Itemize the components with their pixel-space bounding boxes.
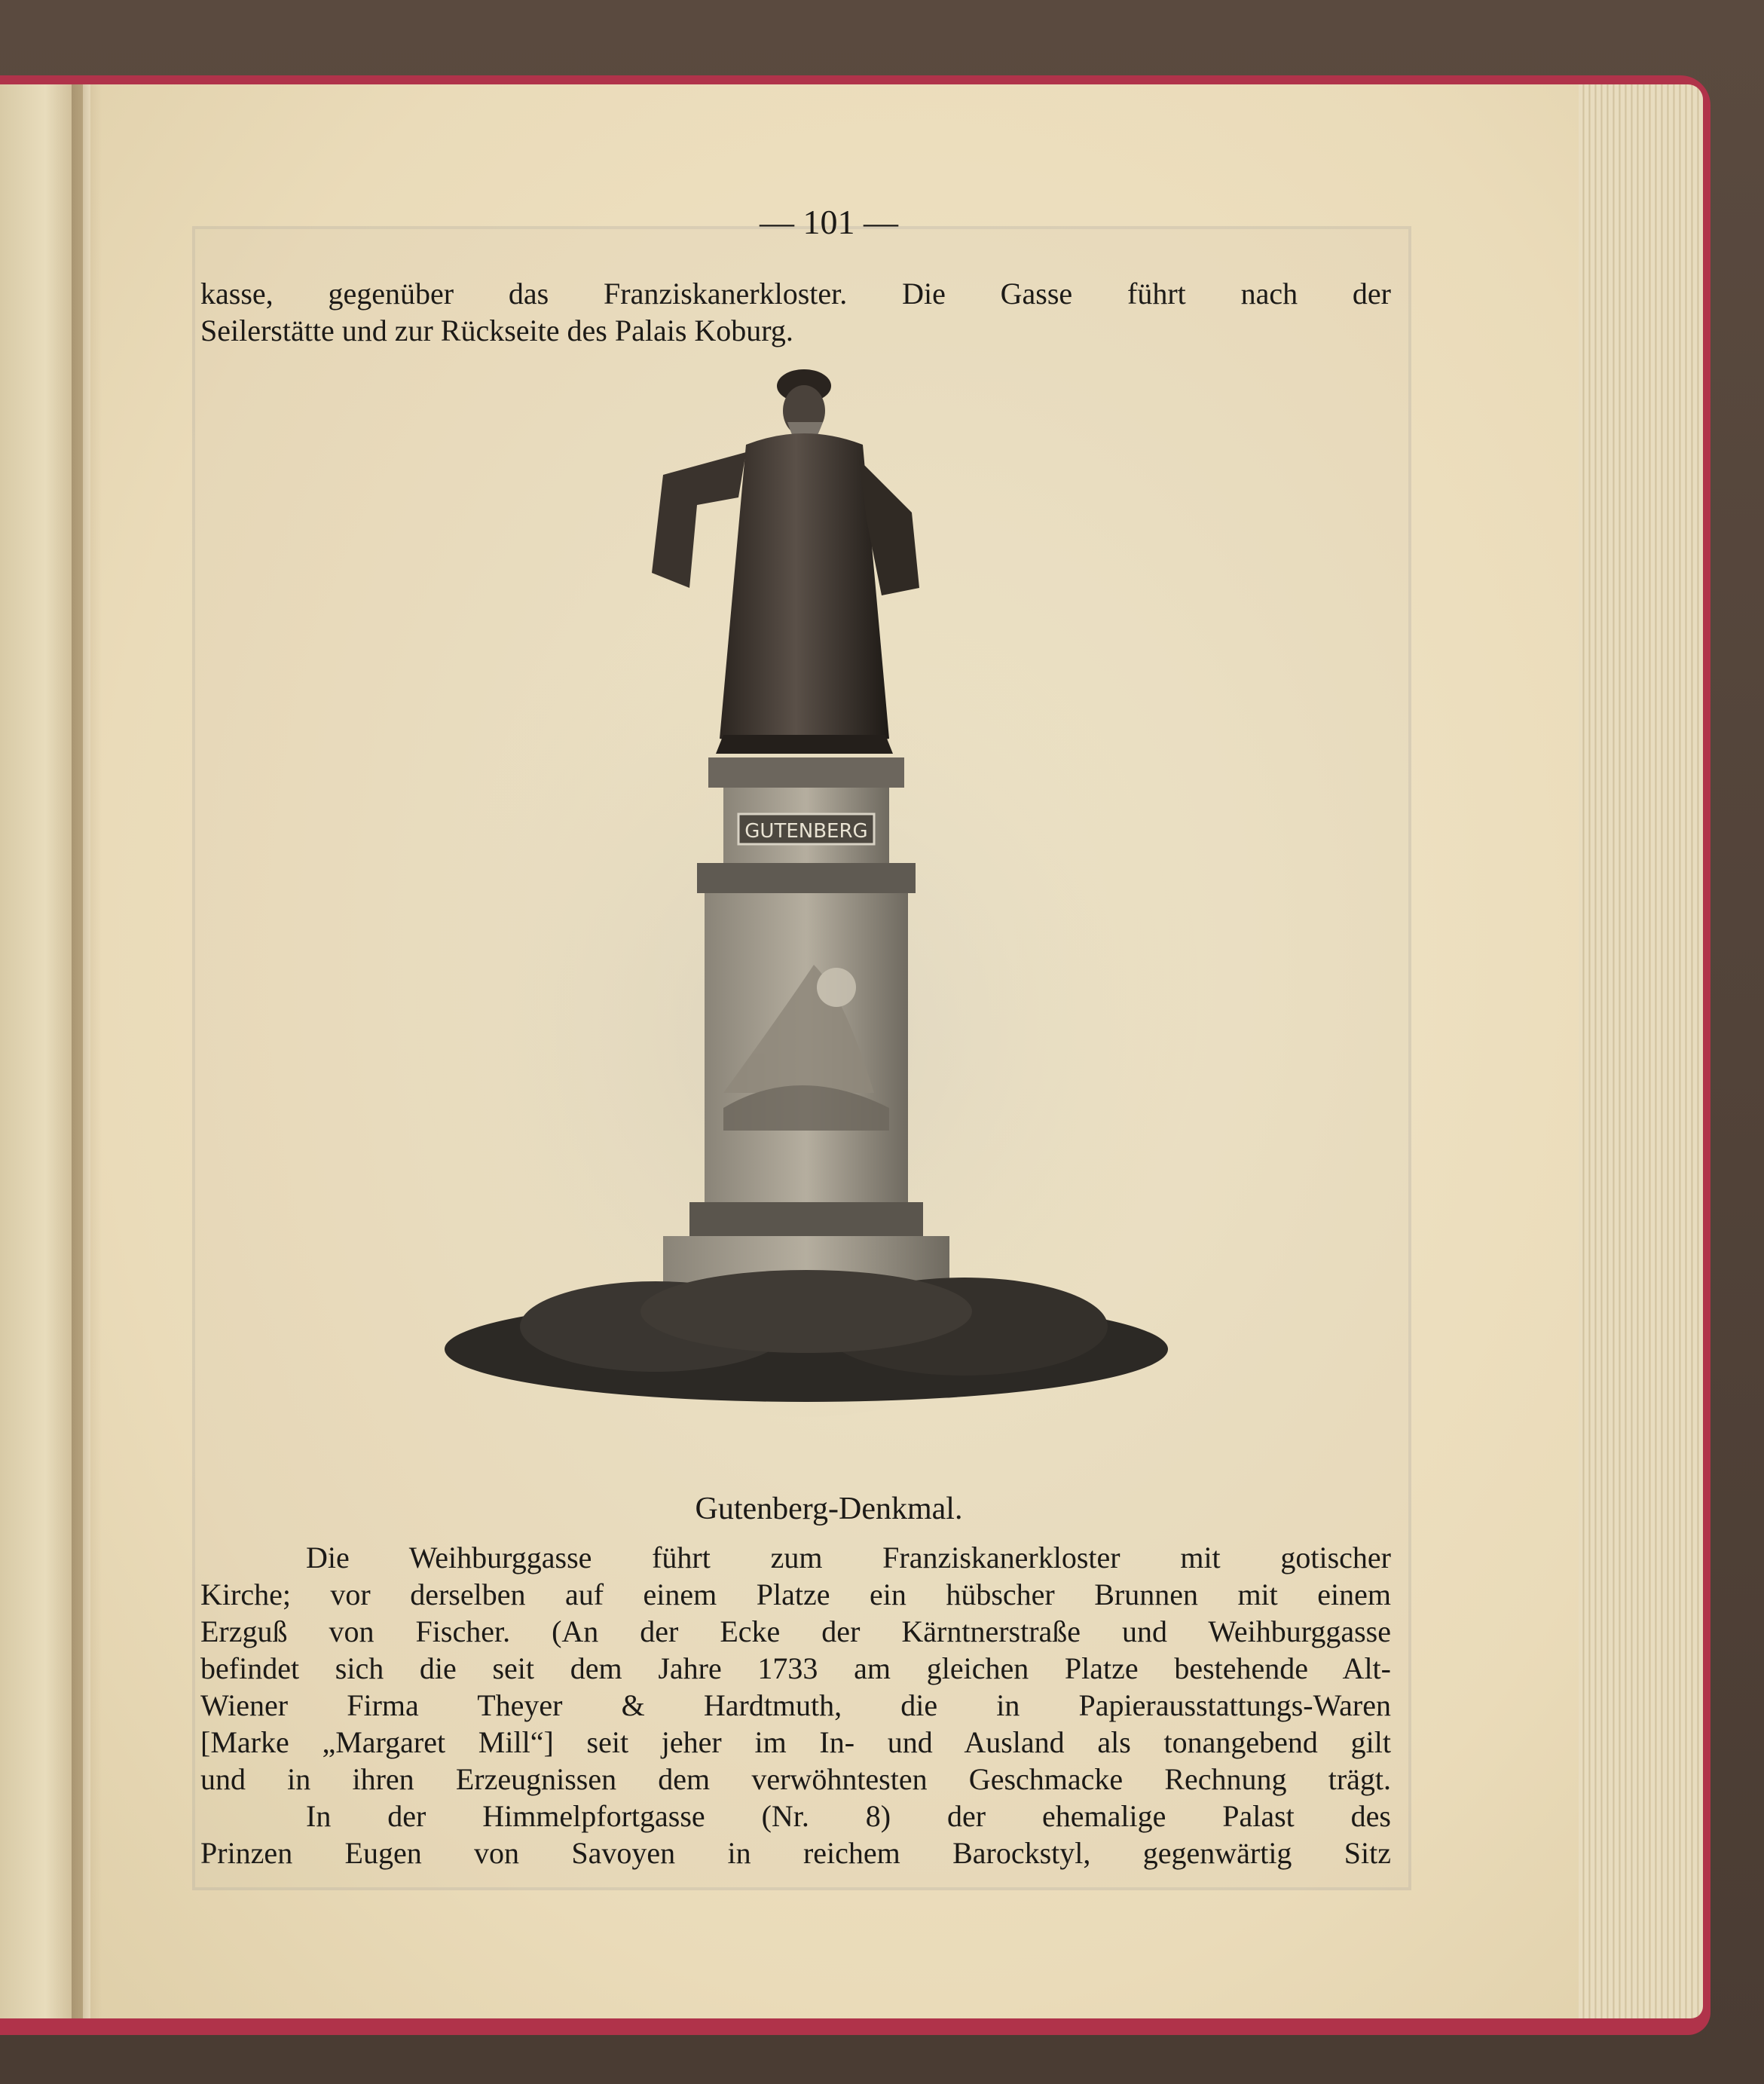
text-line: kasse, gegenüber das Franziskanerkloster. Die Gasse führt nach der xyxy=(200,277,1391,311)
text-line: Kirche; vor derselben auf einem Platze ein hübscher Brunnen mit einem xyxy=(200,1578,1391,1611)
text-line: Wiener Firma Theyer & Hardtmuth, die in Papierausstattungs-Waren xyxy=(200,1688,1391,1722)
body-paragraph-2 xyxy=(200,1798,1391,1871)
text-line: Erzguß von Fischer. (An der Ecke der Kärntnerstraße und Weihburggasse xyxy=(200,1614,1391,1648)
page-edges xyxy=(1579,84,1703,2018)
text-line: Die Weihburggasse führt zum Franziskanerkloster mit gotischer xyxy=(306,1541,1391,1574)
page-number: — 101 — xyxy=(760,203,898,241)
text-line: befindet sich die seit dem Jahre 1733 am gleichen Platze bestehende Alt- xyxy=(200,1651,1391,1685)
pedestal-inscription: GUTENBERG xyxy=(744,820,868,843)
figure-caption: Gutenberg-Denkmal. xyxy=(695,1492,963,1526)
left-page-edge xyxy=(0,84,83,2018)
book-gutter xyxy=(72,84,102,2018)
body-paragraph-1 xyxy=(200,1539,1391,1798)
gutenberg-monument-illustration xyxy=(392,347,1221,1440)
text-line: und in ihren Erzeugnissen dem verwöhntesten Geschmacke Rechnung trägt. xyxy=(200,1762,1391,1796)
text-line: Prinzen Eugen von Savoyen in reichem Barockstyl, gegenwärtig Sitz xyxy=(200,1836,1391,1870)
top-paragraph xyxy=(200,275,1391,349)
text-line: Seilerstätte und zur Rückseite des Palais Koburg. xyxy=(200,314,793,347)
text-line: In der Himmelpfortgasse (Nr. 8) der ehemalige Palast des xyxy=(306,1799,1391,1833)
text-line: [Marke „Margaret Mill“] seit jeher im In- und Ausland als tonangebend gilt xyxy=(200,1725,1391,1759)
